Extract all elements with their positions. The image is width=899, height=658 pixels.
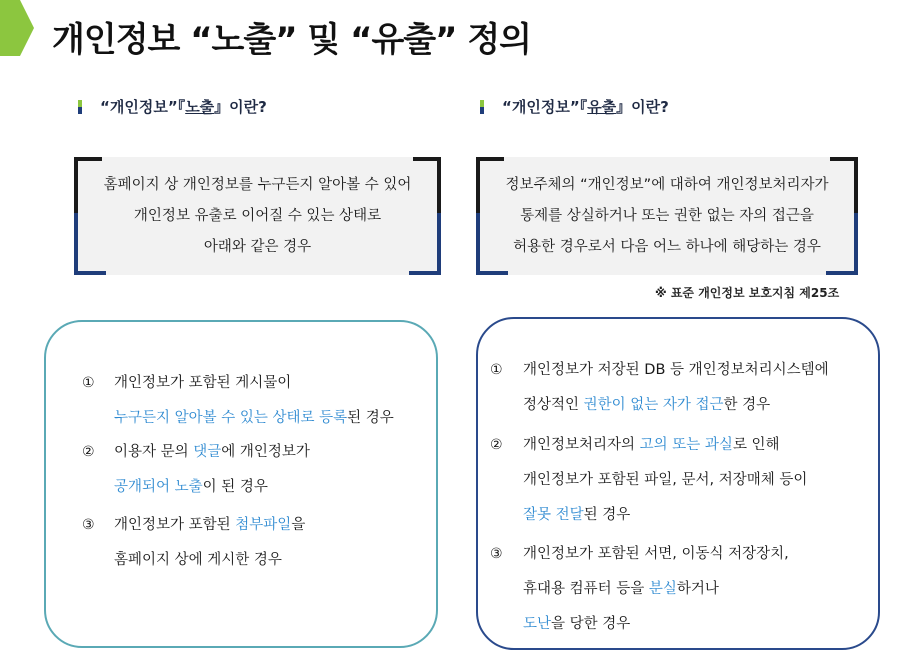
bracket-right <box>830 157 858 275</box>
leak-heading-term: 유출 <box>587 98 617 116</box>
case-text-segment: 개인정보가 저장된 DB 등 개인정보처리시스템에 <box>523 362 829 378</box>
case-line <box>114 366 291 401</box>
exposure-definition-box <box>76 157 439 275</box>
case-line <box>523 463 807 498</box>
exposure-cases-box <box>44 320 438 648</box>
page-title: 개인정보 “노출” 및 “유출” 정의 <box>52 20 532 60</box>
case-text-segment: 개인정보가 포함된 <box>114 517 236 533</box>
case-line <box>114 401 394 436</box>
definition-line: 정보주체의 “개인정보”에 대하여 개인정보처리자가 <box>505 176 829 193</box>
case-number: ① <box>82 375 95 391</box>
case-line <box>523 607 630 642</box>
heading-bullet-icon <box>78 100 82 114</box>
bracket-left <box>476 157 504 275</box>
corner-accent-shape <box>0 0 36 58</box>
case-line <box>523 537 789 572</box>
case-text-segment: 이용자 문의 <box>114 444 194 460</box>
case-highlight-segment: 첨부파일 <box>235 517 292 533</box>
case-text-segment: 에 개인정보가 <box>221 444 310 460</box>
case-number: ③ <box>82 517 95 533</box>
case-text-segment: 된 경우 <box>347 410 394 426</box>
case-line <box>523 353 829 388</box>
case-text-segment: 을 당한 경우 <box>551 616 631 632</box>
leak-heading <box>480 96 669 117</box>
case-number: ② <box>82 444 95 460</box>
case-text-segment: 된 경우 <box>583 507 631 523</box>
case-text-segment: 한 경우 <box>723 397 771 413</box>
definition-line: 개인정보 유출로 이어질 수 있는 상태로 <box>133 207 382 224</box>
bracket-right <box>413 157 441 275</box>
exposure-heading-post: 』이란? <box>214 98 267 116</box>
case-line <box>523 428 780 463</box>
case-highlight-segment: 잘못 전달 <box>523 507 584 523</box>
exposure-heading <box>78 96 267 117</box>
case-text-segment: 개인정보가 포함된 파일, 문서, 저장매체 등이 <box>523 472 808 488</box>
exposure-heading-term: 노출 <box>185 98 215 116</box>
case-line <box>523 498 630 533</box>
leak-heading-post: 』이란? <box>616 98 669 116</box>
case-line <box>114 470 268 505</box>
case-text-segment: 개인정보가 포함된 서면, 이동식 저장장치, <box>523 546 789 562</box>
case-highlight-segment: 고의 또는 과실 <box>639 437 733 453</box>
case-highlight-segment: 댓글 <box>193 444 222 460</box>
case-text-segment: 하거나 <box>676 581 719 597</box>
case-text-segment: 개인정보처리자의 <box>523 437 640 453</box>
leak-cases-box <box>476 317 880 650</box>
leak-heading-pre: “개인정보”『 <box>502 98 588 116</box>
definition-line: 허용한 경우로서 다음 어느 하나에 해당하는 경우 <box>513 238 821 255</box>
case-highlight-segment: 권한이 없는 자가 접근 <box>583 397 724 413</box>
leak-definition-box <box>478 157 856 275</box>
case-text-segment: 개인정보가 포함된 게시물이 <box>114 375 292 391</box>
case-text-segment: 정상적인 <box>523 397 584 413</box>
case-line <box>114 543 282 578</box>
case-highlight-segment: 분실 <box>648 581 677 597</box>
case-highlight-segment: 누구든지 알아볼 수 있는 상태로 등록 <box>114 410 348 426</box>
case-highlight-segment: 도난 <box>523 616 552 632</box>
case-highlight-segment: 공개되어 노출 <box>114 479 203 495</box>
source-note: ※ 표준 개인정보 보호지침 제25조 <box>655 286 840 300</box>
exposure-heading-pre: “개인정보”『 <box>100 98 186 116</box>
case-text-segment: 이 된 경우 <box>202 479 268 495</box>
definition-line: 아래와 같은 경우 <box>203 238 312 255</box>
case-text-segment: 을 <box>291 517 306 533</box>
case-number: ③ <box>490 546 503 562</box>
case-line <box>114 435 310 470</box>
case-line <box>114 508 305 543</box>
bracket-left <box>74 157 102 275</box>
case-line <box>523 388 770 423</box>
case-text-segment: 로 인해 <box>732 437 780 453</box>
definition-line: 통제를 상실하거나 또는 권한 없는 자의 접근을 <box>520 207 814 224</box>
case-number: ① <box>490 362 503 378</box>
case-line <box>523 572 719 607</box>
heading-bullet-icon <box>480 100 484 114</box>
case-text-segment: 홈페이지 상에 게시한 경우 <box>114 552 282 568</box>
case-text-segment: 휴대용 컴퓨터 등을 <box>523 581 649 597</box>
definition-line: 홈페이지 상 개인정보를 누구든지 알아볼 수 있어 <box>103 176 412 193</box>
case-number: ② <box>490 437 503 453</box>
